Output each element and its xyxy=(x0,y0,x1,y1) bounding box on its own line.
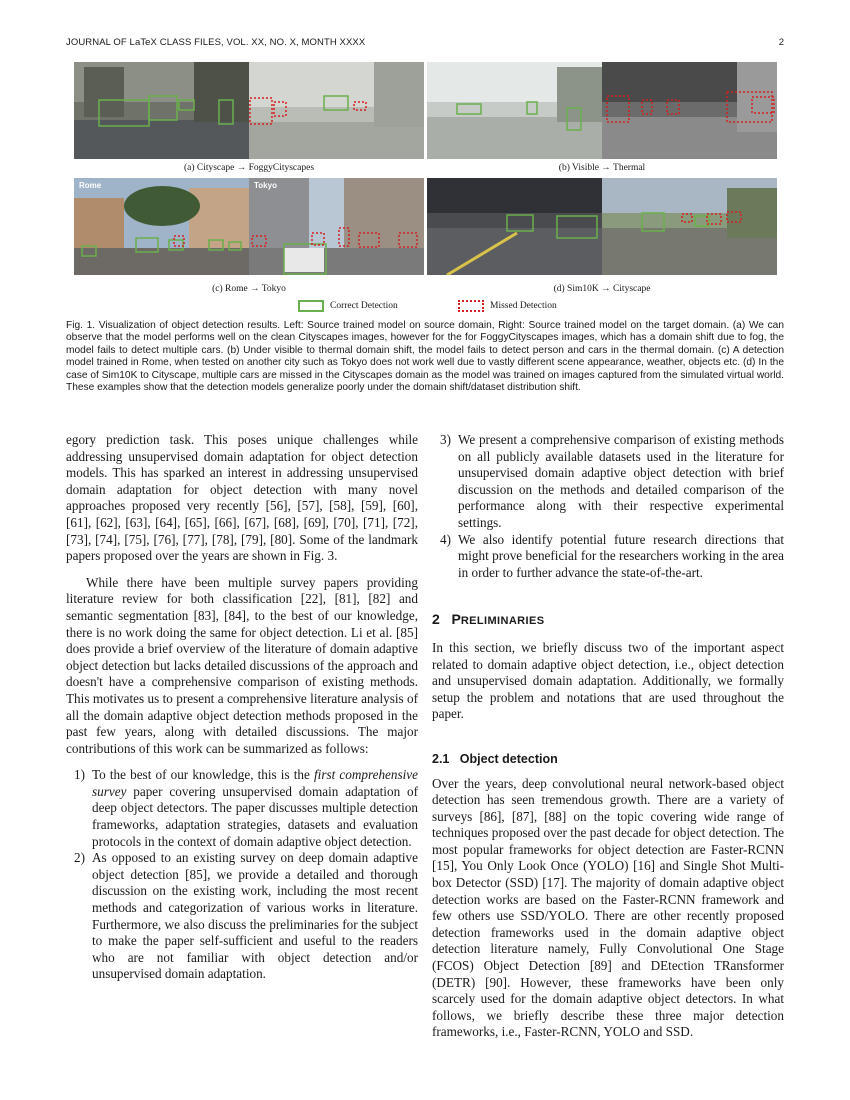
paragraph: egory prediction task. This poses unique challenges while addressing unsupervised domain adaptation for object detection models. This has sparked an interest in addressing unsupervised domain adaptation for object detection with many novel approaches proposed very recently [56], [57], [58], [59], [60], [61], [62], [63], [64], [65], [66], [67], [68], [69], [70], [71], [72], [73], [74], [75], [76], [77], [78], [79], [80]. Some of the landmark papers proposed over the years are shown in Fig. 3. xyxy=(66,432,418,564)
running-header: JOURNAL OF LaTeX CLASS FILES, VOL. XX, NO. X, MONTH XXXX xyxy=(66,37,366,48)
missed-detection-swatch xyxy=(458,300,484,312)
tokyo-label: Tokyo xyxy=(254,181,277,190)
list-item: 3) We present a comprehensive comparison of existing methods on all publicly available datasets used in the literature for unsupervised domain adaptive object detection with brief discussion on the methods and detailed comparison of the performance along with their respective experimental settings. xyxy=(440,432,784,530)
correct-detection-swatch xyxy=(298,300,324,312)
figure-panel-a-image xyxy=(74,62,424,159)
list-number: 4) xyxy=(440,531,451,547)
paragraph: In this section, we briefly discuss two of the important aspect related to domain adaptive object detection, i.e., object detection and unsupervised domain adaptation. Additionally, we formally setup the problem and notations that are used throughout the paper. xyxy=(432,639,784,722)
paragraph: Over the years, deep convolutional neural network-based object detection has seen tremendous growth. There are a variety of surveys [86], [87], [88] on the topic covering wide range of techniques proposed over the past decade for object detection. The most popular frameworks for object detection are Faster-RCNN [15], You Only Look Once (YOLO) [16] and Single Shot Multi-box Detector (SSD) [17]. The majority of domain adaptive object detection works are based on the Faster-RCNN framework and few others use SSD/YOLO. There are other recently proposed detection frameworks used in the domain adaptive object detection literature namely, Fully Convolutional One Stage (FCOS) Object Detection [89] and DEtection TRansformer (DETR) [90]. However, these frameworks have been only scarcely used for the domain adaptive object detectors. In what follows, we briefly describe these three major detection frameworks, i.e., Faster-RCNN, YOLO and SSD. xyxy=(432,775,784,1040)
legend-correct xyxy=(298,300,398,312)
legend-correct-label: Correct Detection xyxy=(330,301,398,311)
right-column xyxy=(432,432,784,1041)
figure-panel-d-caption: (d) Sim10K → Cityscape xyxy=(553,284,651,294)
left-column xyxy=(66,432,418,983)
figure-panel-b-image xyxy=(427,62,777,159)
figure-caption: Fig. 1. Visualization of object detection results. Left: Source trained model on source domain, Right: Source trained model on the target domain. (a) We can observe that the model performs well on the clean Cityscapes images, however for the for FoggyCityscapes images, which has a domain shift due to fog, the model fails to detect multiple cars. (b) Under visible to thermal domain shift, the model fails to detect person and cars in the thermal domain. (c) A detection model trained in Rome, when tested on another city such as Tokyo does not work well due to vastly different scene appearance, weather, objects etc. (d) In the case of Sim10K to Cityscape, multiple cars are missed in the Cityscapes domain as the model was trained on images captured from the simulated virtual world. These examples show that the detection models generalize poorly under the domain shift/dataset distribution shift. xyxy=(66,320,784,394)
list-number: 2) xyxy=(74,850,85,866)
legend-missed-label: Missed Detection xyxy=(490,301,557,311)
subsection-heading: 2.1 Object detection xyxy=(432,751,558,766)
section-heading: 2 PRELIMINARIES xyxy=(432,611,545,628)
figure-panel-c-caption: (c) Rome → Tokyo xyxy=(212,284,286,294)
list-item: 4) We also identify potential future research directions that might prove beneficial for the researchers working in the area in order to further advance the state-of-the-art. xyxy=(440,531,784,580)
legend-missed xyxy=(458,300,557,312)
list-number: 1) xyxy=(74,767,85,783)
emphasis: first comprehensive survey xyxy=(92,767,418,799)
list-number: 3) xyxy=(440,432,451,447)
list-item: 1) To the best of our knowledge, this is the first comprehensive survey paper covering unsupervised domain adaptation of deep object detectors. The paper discusses multiple detection frameworks, adaptation strategies, datasets and evaluation protocols in the context of domain adaptive object detection. xyxy=(74,767,418,849)
contributions-list xyxy=(66,767,418,983)
figure-panel-b-caption: (b) Visible → Thermal xyxy=(558,163,646,173)
figure-panel-d-image xyxy=(427,178,777,275)
rome-label: Rome xyxy=(79,181,102,190)
page-number: 2 xyxy=(778,37,784,48)
figure-panel-a-caption: (a) Cityscape → FoggyCityscapes xyxy=(183,163,315,173)
paragraph: While there have been multiple survey papers providing literature review for both classification [22], [81], [82] and semantic segmentation [83], [84], to the best of our knowledge, there is no work doing the same for object detection. Li et al. [85] does provide a brief overview of the literature of domain adaptive object detection but lacks detailed discussions of the approach and doesn't have a comprehensive comparison of existing methods. This motivates us to present a comprehensive literature analysis of all the domain adaptive object detection methods proposed in the past few years, along with detailed discussions. The major contributions of this work can be summarized as follows: xyxy=(66,574,418,756)
figure-panel-c-image xyxy=(74,178,424,275)
list-item: 2) As opposed to an existing survey on deep domain adaptive object detection [85], we provide a detailed and thorough discussion on the existing work, including the most recent methods and categorization of various works in literature. Furthermore, we also discuss the preliminaries for the subject to make the paper self-sufficient and useful to the readers who are not familiar with object detection and/or unsupervised domain adaptation. xyxy=(74,850,418,982)
contributions-list-continued xyxy=(432,432,784,581)
